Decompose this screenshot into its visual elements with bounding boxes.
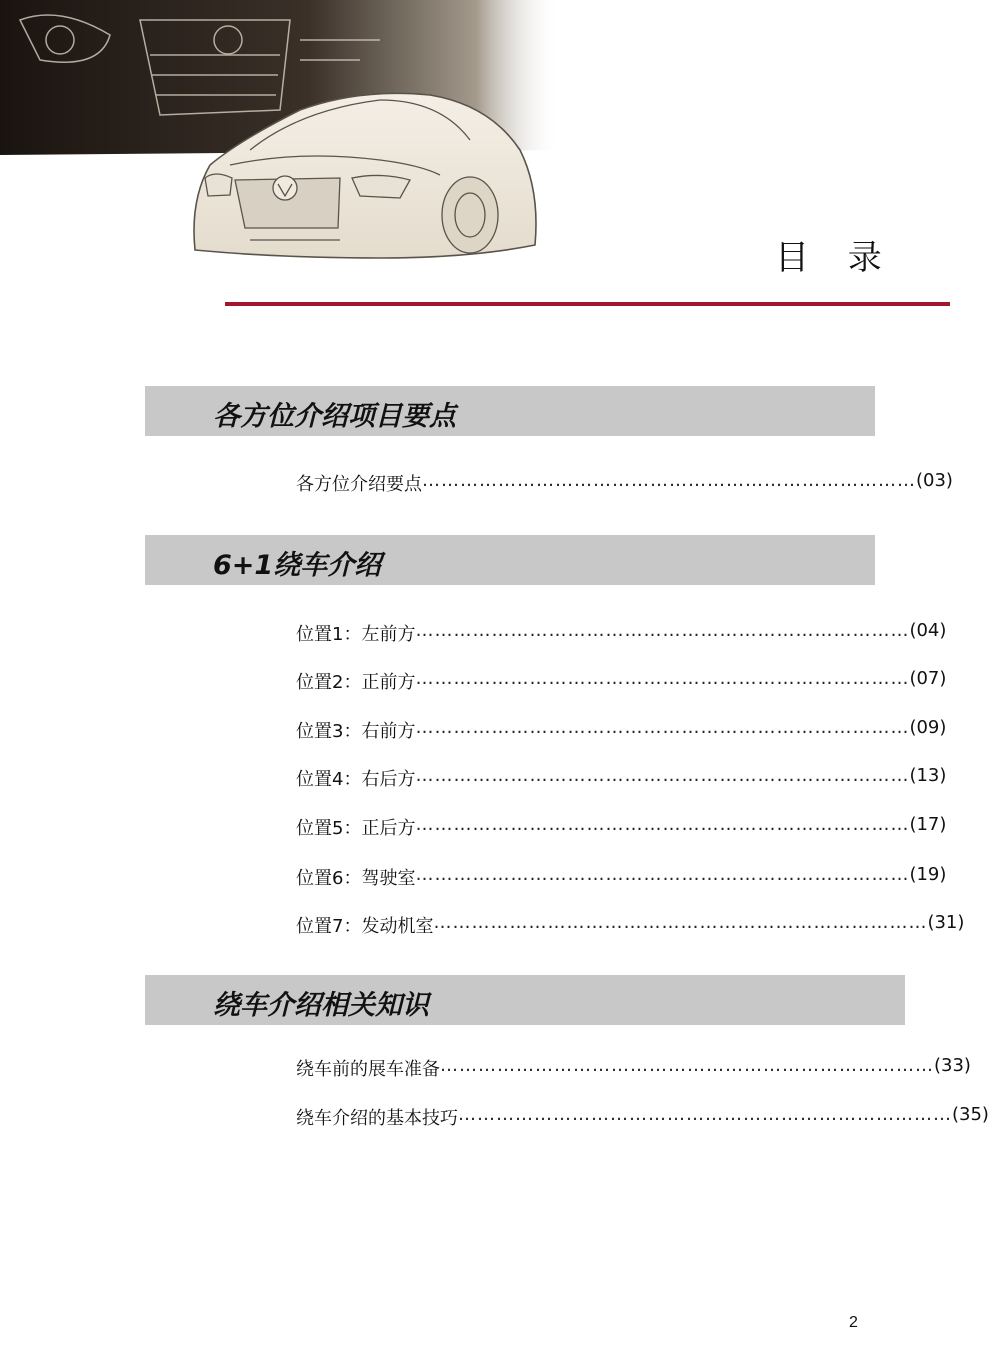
toc-entry-page: (31)	[927, 912, 965, 933]
toc-entry-label: 位置6：驾驶室	[296, 868, 416, 889]
toc-entry-label: 位置2：正前方	[296, 672, 416, 693]
toc-entry[interactable]	[296, 1104, 989, 1130]
toc-entry-page: (09)	[909, 717, 947, 738]
section-header	[145, 535, 875, 585]
section-title: 各方位介绍项目要点	[213, 401, 456, 432]
dot-leader: ……………………………………………………………………	[458, 1104, 952, 1125]
toc-entry[interactable]	[296, 470, 953, 496]
section-header	[145, 386, 875, 436]
dot-leader: ……………………………………………………………………	[415, 668, 910, 689]
dot-leader: ……………………………………………………………………	[415, 620, 910, 641]
dot-leader: ……………………………………………………………………	[422, 470, 916, 491]
toc-entry-label: 绕车介绍的基本技巧	[296, 1108, 458, 1129]
toc-entry-page: (04)	[909, 620, 947, 641]
toc-entry-label: 绕车前的展车准备	[296, 1059, 440, 1080]
dot-leader: ……………………………………………………………………	[440, 1055, 934, 1076]
page-number: 2	[849, 1314, 858, 1331]
dot-leader: ……………………………………………………………………	[415, 864, 910, 885]
toc-entry-page: (03)	[916, 470, 953, 491]
toc-title: 目 录	[775, 238, 896, 278]
toc-entry-label: 各方位介绍要点	[296, 474, 422, 495]
dot-leader: ……………………………………………………………………	[415, 765, 910, 786]
section-title: 绕车介绍相关知识	[213, 990, 429, 1021]
toc-entry[interactable]	[296, 620, 947, 646]
toc-entry-label: 位置3：右前方	[296, 721, 416, 742]
toc-entry-page: (17)	[909, 814, 947, 835]
section-title: 6+1绕车介绍	[213, 550, 382, 581]
toc-entry-label: 位置5：正后方	[296, 818, 416, 839]
dot-leader: ……………………………………………………………………	[415, 814, 910, 835]
toc-entry-label: 位置7：发动机室	[296, 916, 434, 937]
toc-entry[interactable]	[296, 668, 947, 694]
toc-entry-label: 位置4：右后方	[296, 769, 416, 790]
dot-leader: ……………………………………………………………………	[433, 912, 928, 933]
toc-entry-page: (07)	[909, 668, 947, 689]
toc-entry[interactable]	[296, 717, 947, 743]
dot-leader: ……………………………………………………………………	[415, 717, 910, 738]
toc-entry-page: (35)	[952, 1104, 989, 1125]
toc-entry-page: (19)	[909, 864, 947, 885]
toc-entry[interactable]	[296, 1055, 971, 1081]
toc-entry[interactable]	[296, 814, 947, 840]
toc-entry-page: (13)	[909, 765, 947, 786]
title-underline-rule	[225, 302, 950, 306]
toc-entry-page: (33)	[934, 1055, 971, 1076]
car-sketch-illustration	[0, 0, 600, 270]
toc-entry[interactable]	[296, 765, 947, 791]
toc-entry[interactable]	[296, 864, 947, 890]
section-header	[145, 975, 905, 1025]
toc-entry[interactable]	[296, 912, 965, 938]
toc-entry-label: 位置1：左前方	[296, 624, 416, 645]
